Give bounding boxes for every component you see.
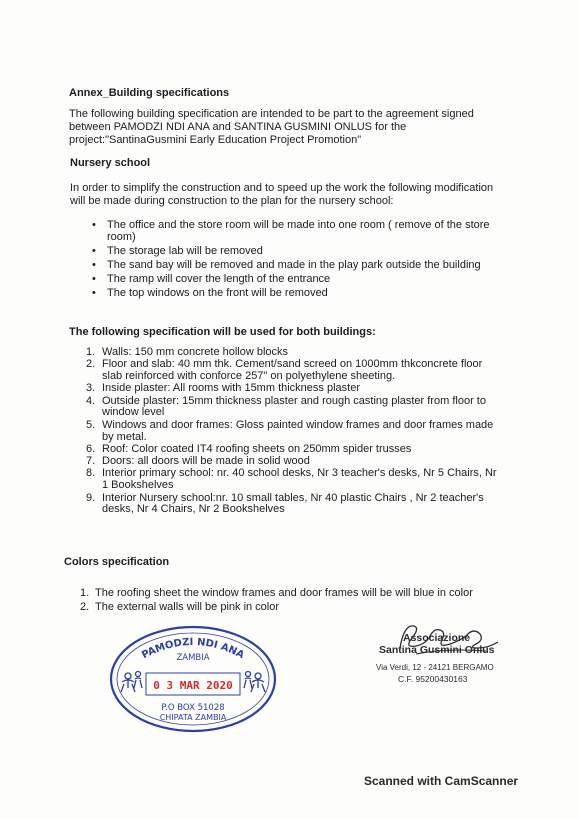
association-line-2: Santina Gusmini Onlus — [379, 644, 495, 656]
both-buildings-heading: The following specification will be used for both buildings: — [69, 326, 376, 338]
intro-line-3: project:"SantinaGusmini Early Education Project Promotion" — [69, 134, 362, 146]
nursery-intro-line-2: will be made during construction to the plan for the nursery school: — [70, 195, 394, 207]
document-title: Annex_Building specifications — [69, 87, 230, 99]
stamp-pobox: P.O BOX 51028 — [161, 703, 225, 713]
association-line-3: Via Verdi, 12 - 24121 BERGAMO — [376, 663, 494, 672]
list-item: • The storage lab will be removed — [92, 245, 532, 257]
list-item: • The top windows on the front will be removed — [92, 287, 532, 299]
list-item: 3. Inside plaster: All rooms with 15mm thickness plaster — [86, 382, 360, 395]
camscanner-watermark: Scanned with CamScanner — [364, 774, 519, 788]
specification-list — [80, 347, 520, 517]
stamp-org: PAMODZI NDI ANA — [140, 636, 246, 662]
list-item: • The sand bay will be removed and made in the play park outside the building — [92, 259, 532, 271]
list-item: 7. Doors: all doors will be made in solid wood — [86, 455, 310, 468]
association-line-4: C.F. 95200430163 — [398, 674, 468, 684]
stamp-date: 0 3 MAR 2020 — [153, 679, 233, 692]
list-item: • The ramp will cover the length of the entrance — [92, 273, 532, 285]
children-figure-right-icon — [244, 672, 265, 693]
intro-line-1: The following building specification are intended to be part to the agreement signed — [69, 108, 474, 120]
nursery-intro-line-1: In order to simplify the construction and to speed up the work the following modification — [70, 182, 494, 194]
stamp-country: ZAMBIA — [176, 653, 210, 663]
list-item: 8. Interior primary school: nr. 40 school desks, Nr 3 teacher's desks, Nr 5 Chairs, Nr 1 Bookshelves — [86, 467, 497, 492]
list-item: 1. The roofing sheet the window frames and door frames will be will blue in color — [80, 587, 473, 599]
intro-line-2: between PAMODZI NDI ANA and SANTINA GUSMINI ONLUS for the — [69, 121, 407, 133]
nursery-heading: Nursery school — [70, 157, 151, 169]
organisation-stamp — [108, 624, 278, 734]
colors-heading: Colors specification — [64, 556, 170, 568]
association-signature-stamp — [372, 618, 522, 708]
association-line-1: Associazione — [403, 632, 471, 644]
list-item: 2. Floor and slab: 40 mm thk. Cement/sand screed on 1000mm thkconcrete floor slab reinforced with conforce 257" on polyethylene sheeting. — [86, 358, 483, 383]
children-figure-left-icon — [121, 672, 142, 693]
list-item: 5. Windows and door frames: Gloss painted window frames and door frames made by metal. — [86, 418, 494, 443]
list-item: 4. Outside plaster: 15mm thickness plaster and rough casting plaster from floor to window level — [86, 394, 486, 419]
list-item: 9. Interior Nursery school:nr. 10 small tables, Nr 40 plastic Chairs , Nr 2 teacher's desks, Nr 4 Chairs, Nr 2 Bookshelves — [86, 491, 484, 516]
list-item: 1. Walls: 150 mm concrete hollow blocks — [86, 346, 289, 358]
stamp-city: CHIPATA ZAMBIA — [159, 713, 227, 722]
colors-list — [80, 587, 520, 615]
list-item: • The office and the store room will be made into one room ( remove of the store room) — [92, 219, 532, 243]
list-item: 6. Roof: Color coated IT4 roofing sheets on 250mm spider trusses — [86, 442, 412, 455]
list-item: 2. The external walls will be pink in color — [80, 601, 280, 613]
modifications-list — [92, 219, 532, 301]
